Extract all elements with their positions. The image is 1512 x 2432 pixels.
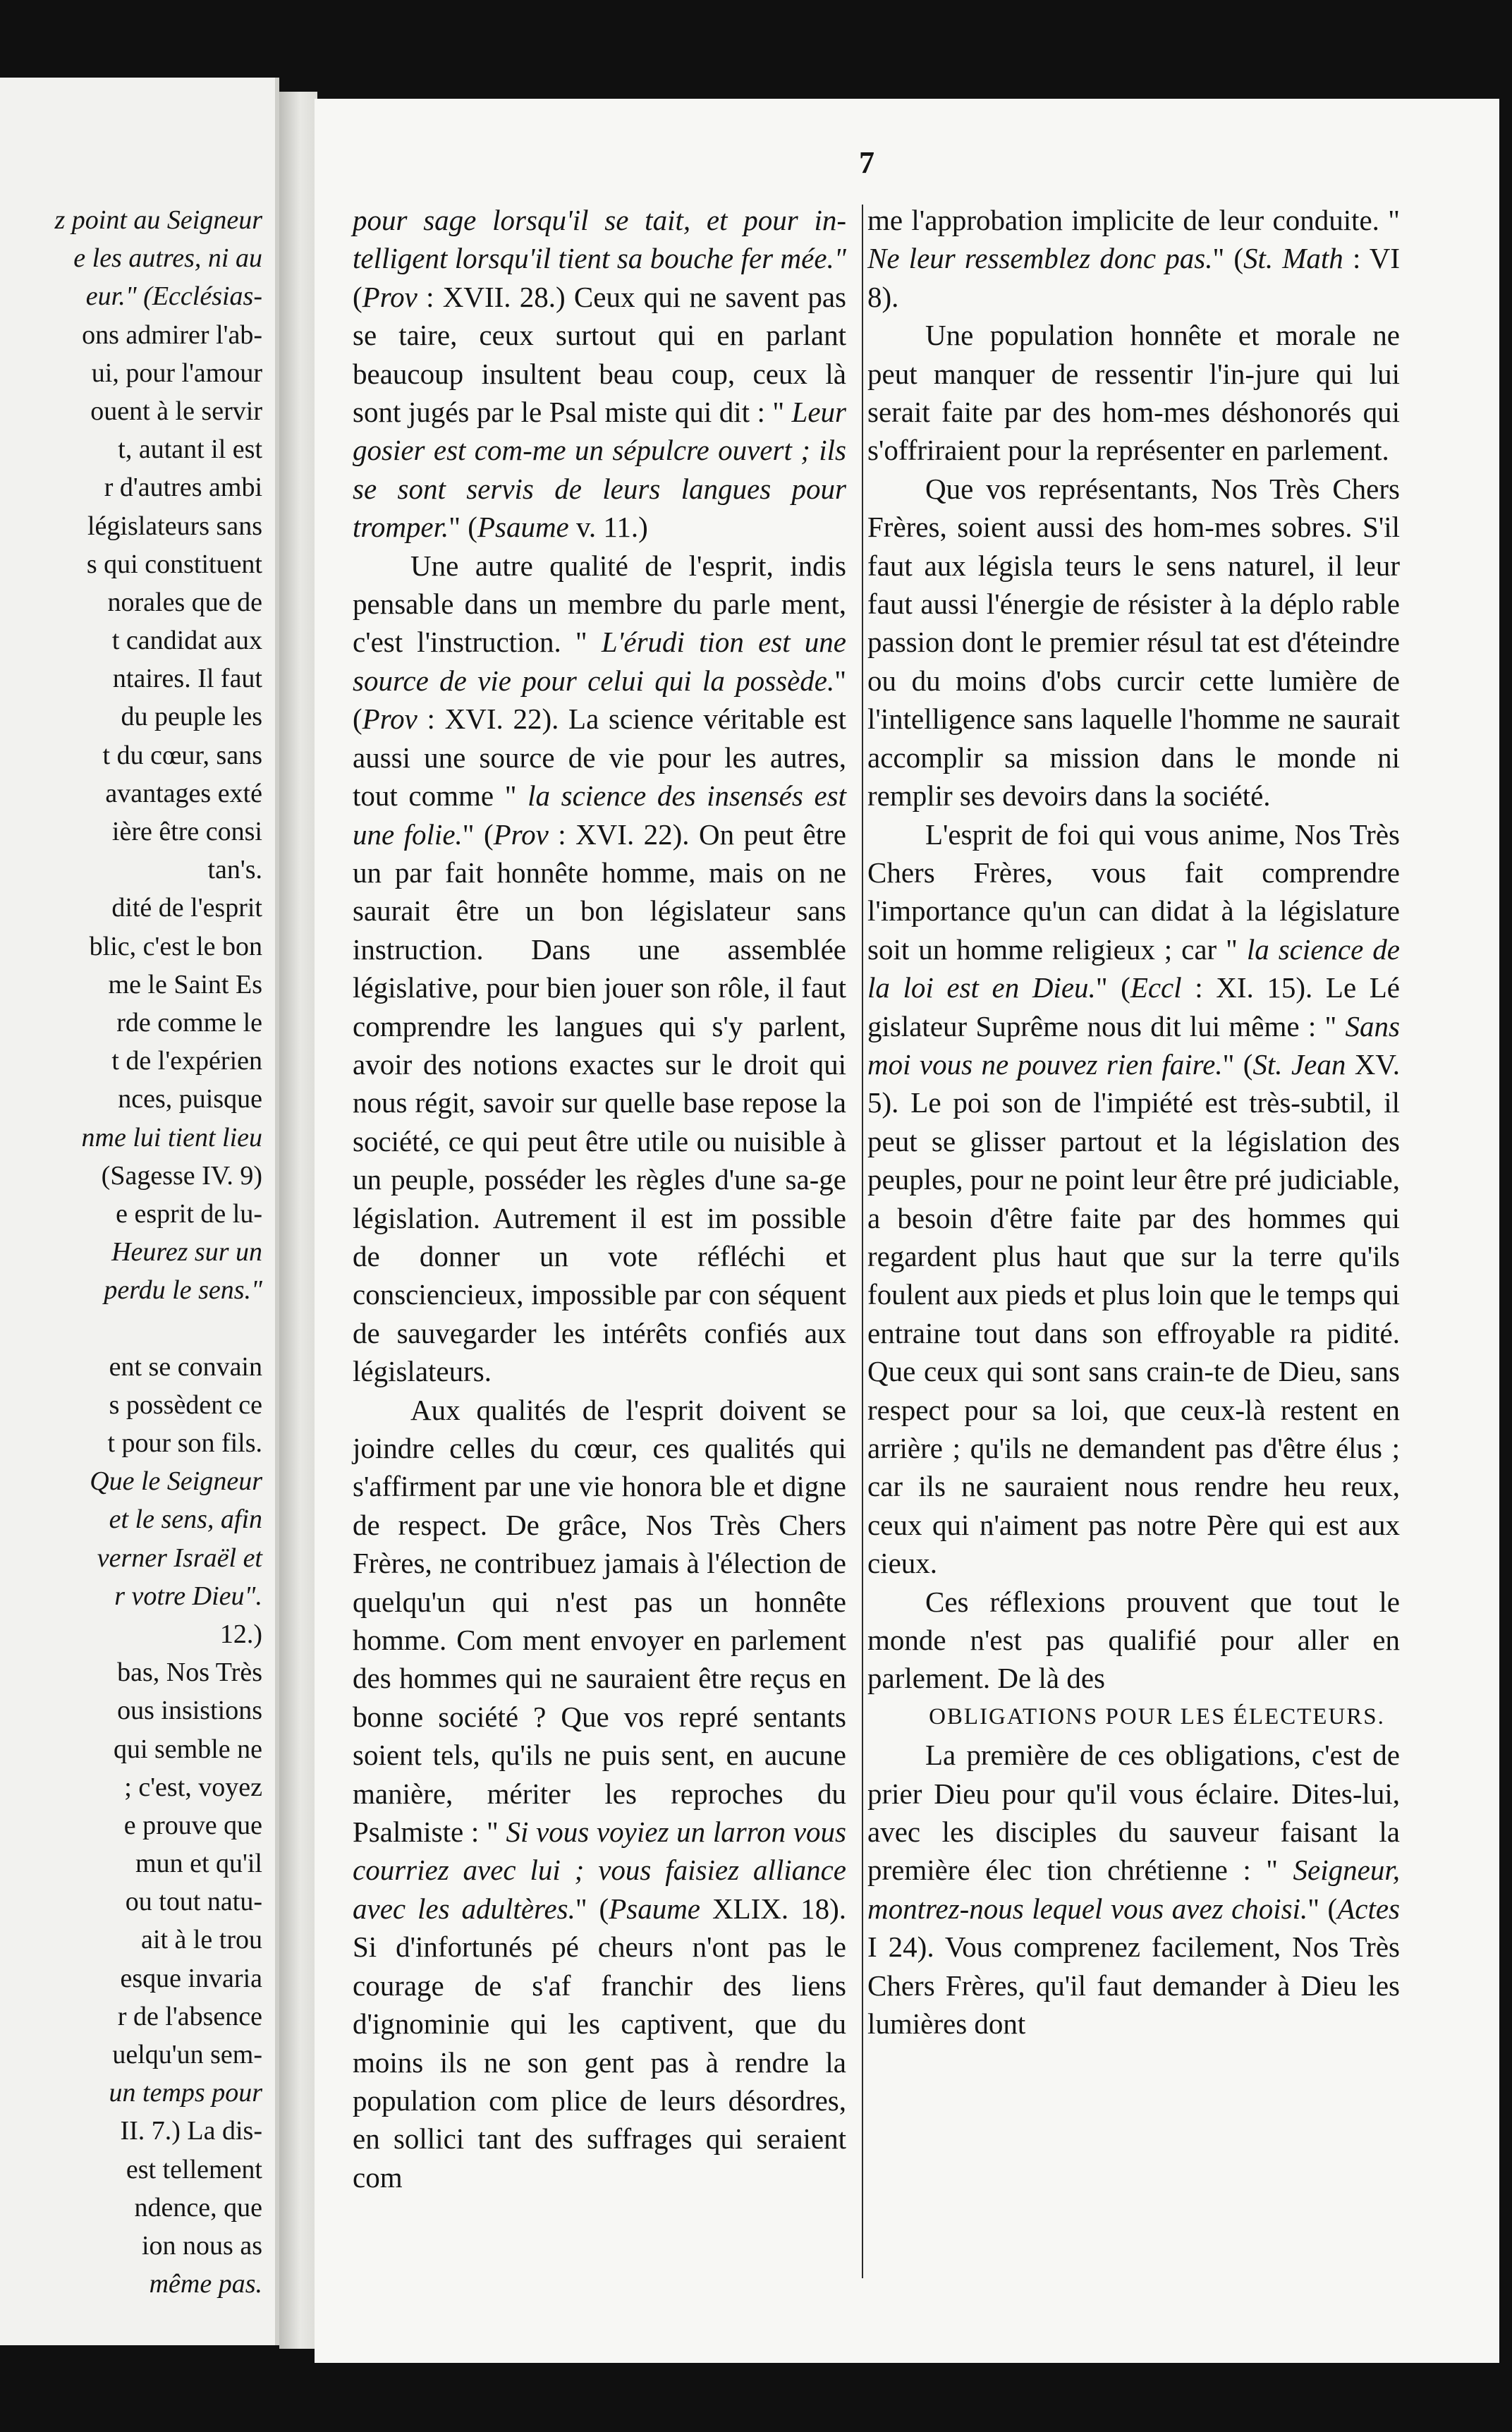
italic-quote: Actes — [1337, 1892, 1400, 1925]
paragraph — [867, 1583, 1400, 1698]
facing-page-line: ière être consi — [111, 817, 262, 846]
paragraph — [353, 201, 846, 547]
text-run: I 24). Vous comprenez facilement, Nos Très Chers Frères, qu'il faut demander à Dieu les lumières dont — [867, 1931, 1400, 2041]
facing-page-line: perdu le sens." — [104, 1275, 262, 1306]
book-gutter — [279, 92, 317, 2349]
facing-page-line: avantages exté — [105, 778, 262, 808]
facing-page-line: s qui constituent — [86, 549, 262, 579]
text-run: : XI. 15). Le Lé gislateur Suprême nous dit lui même : " — [867, 971, 1400, 1042]
facing-page-line: 12.) — [219, 1619, 262, 1649]
text-run: " ( — [1212, 242, 1243, 275]
text-run: XLIX. 18). Si d'infortunés pé cheurs n'ont pas le courage de s'af franchir des liens d'ignominie qui les captivent, que du moins ils ne son gent pas à rendre la population com plice de leurs désordres, en sollici tant des suffrages qui seraient com — [353, 1892, 846, 2194]
text-column-left — [353, 201, 846, 2196]
facing-page-line: un temps pour — [109, 2078, 262, 2108]
facing-page-line: t candidat aux — [111, 626, 262, 656]
facing-page-line: ou tout natu- — [125, 1887, 262, 1917]
italic-quote: Psaume — [609, 1892, 701, 1925]
facing-page-line: ous insistions — [117, 1696, 262, 1726]
paragraph — [353, 547, 846, 1391]
text-run: me l'approbation implicite de leur conduite. " — [867, 204, 1400, 236]
paragraph — [353, 1391, 846, 2197]
facing-page-line: z point au Seigneur — [54, 205, 262, 235]
facing-page-line: ; c'est, voyez — [124, 1772, 262, 1802]
facing-page-line: e prouve que — [123, 1810, 262, 1840]
text-run: : XVI. 22). La science véritable est aussi une source de vie pour les autres, tout comme " — [353, 703, 846, 813]
text-run: Une population honnête et morale ne peut manquer de ressentir l'in-jure qui lui serait faite par des hom-mes déshonorés qui s'offriraient pour la représenter en parlement. — [867, 319, 1400, 467]
paragraph — [867, 815, 1400, 1583]
facing-page-line: nces, puisque — [118, 1084, 262, 1114]
facing-page — [0, 78, 279, 2345]
italic-quote: Seigneur, montrez-nous lequel vous avez choisi. — [867, 1854, 1400, 1925]
paragraph — [867, 201, 1400, 316]
italic-quote: Prov — [362, 280, 417, 313]
facing-page-line: même pas. — [149, 2269, 262, 2299]
text-run: ( — [353, 280, 362, 313]
facing-page-line: tan's. — [207, 855, 262, 885]
facing-page-line: blic, c'est le bon — [89, 931, 262, 961]
facing-page-text — [0, 201, 262, 2303]
facing-page-line: (Sagesse IV. 9) — [101, 1160, 262, 1191]
facing-page-line: ndence, que — [134, 2192, 262, 2223]
facing-page-line: esque invaria — [120, 1963, 262, 1993]
facing-page-line: Heurez sur un — [111, 1237, 262, 1267]
facing-page-line: e les autres, ni au — [73, 243, 262, 274]
facing-page-line: ait à le trou — [141, 1925, 262, 1955]
italic-quote: la science de la loi est en Dieu. — [867, 932, 1400, 1004]
facing-page-line: du peuple les — [121, 702, 262, 732]
facing-page-line: II. 7.) La dis- — [120, 2116, 262, 2146]
italic-quote: la science des insensés est une folie. — [353, 779, 846, 851]
facing-page-line: ion nous as — [142, 2230, 262, 2261]
facing-page-line: dité de l'esprit — [111, 893, 262, 923]
italic-quote: Prov — [362, 703, 417, 736]
italic-quote: Psaume — [477, 511, 569, 544]
italic-quote: L'érudi tion est une source de vie pour celui qui la possède. — [353, 626, 846, 697]
italic-quote: Ne leur ressemblez donc pas. — [867, 242, 1213, 275]
text-run: Que vos représentants, Nos Très Chers Frères, soient aussi des hom-mes sobres. S'il faut aux législa teurs le sens naturel, il leur faut aussi l'énergie de résister à la déplo rable passion dont le premier résul tat est d'éteindre ou du moins d'obs curcir cette lumière de l'intelligence sans laquelle l'homme ne saurait accomplir sa mission dans le monde ni remplir ses devoirs dans la société. — [867, 472, 1400, 813]
text-run: Une autre qualité de l'esprit, indis pensable dans un membre du parle ment, c'est l'instruction. " — [353, 549, 846, 659]
facing-page-line: t du cœur, sans — [102, 740, 262, 770]
facing-page-line: nme lui tient lieu — [81, 1122, 262, 1153]
facing-page-line: ntaires. Il faut — [112, 664, 262, 694]
section-heading: OBLIGATIONS POUR LES ÉLECTEURS. — [929, 1703, 1385, 1729]
facing-page-line: qui semble ne — [113, 1734, 262, 1764]
paragraph — [867, 470, 1400, 815]
paragraph — [867, 1736, 1400, 2043]
text-run: Ces réflexions prouvent que tout le monde n'est pas qualifié pour aller en parlement. De là des — [867, 1585, 1400, 1695]
italic-quote: St. Jean — [1252, 1047, 1346, 1081]
facing-page-line: t, autant il est — [118, 434, 262, 465]
text-run: L'esprit de foi qui vous anime, Nos Très Chers Frères, vous fait comprendre l'importance qu'un can didat à la législature soit un homme religieux ; car " — [867, 817, 1400, 966]
facing-page-line: e esprit de lu- — [116, 1198, 262, 1229]
facing-page-line: uelqu'un sem- — [112, 2040, 262, 2069]
facing-page-line: bas, Nos Très — [117, 1658, 262, 1688]
facing-page-line: est tellement — [126, 2154, 262, 2184]
italic-quote: pour sage lorsqu'il se tait, et pour in-telligent lorsqu'il tient sa bouche fer mée." — [353, 204, 846, 275]
text-run: " ( — [1222, 1047, 1253, 1081]
facing-page-line: ui, pour l'amour — [91, 358, 262, 388]
facing-page-line: r votre Dieu". — [114, 1581, 262, 1611]
text-run: XV. 5). Le poi son de l'impiété est très-subtil, il peut se glisser partout et la législation des peuples, pour ne point leur être pré judiciable, a besoin d'être faite par des hommes qui regardent plus haut que sur la terre qu'ils foulent aux pieds et plus loin que le temps qui entraine tout dans son effroyable ra pidité. Que ceux qui sont sans crain-te de Dieu, sans respect pour sa loi, que ceux-là restent en arrière ; qu'ils ne demandent pas d'être élus ; car ils ne sauraient nous rendre heu reux, ceux qui n'aiment pas notre Père qui est aux cieux. — [867, 1047, 1400, 1580]
text-run: " ( — [575, 1892, 609, 1925]
facing-page-line: norales que de — [107, 587, 262, 617]
italic-quote: Sans moi vous ne pouvez rien faire. — [867, 1009, 1400, 1081]
facing-page-line: me le Saint Es — [108, 969, 262, 999]
italic-quote: Prov — [493, 817, 549, 851]
text-run: " ( — [353, 664, 846, 736]
paragraph — [867, 316, 1400, 470]
facing-page-line: verner Israël et — [97, 1543, 262, 1573]
text-run: La première de ces obligations, c'est de prier Dieu pour qu'il vous éclaire. Dites-lui, avec les disciples du sauveur faisant la première élec tion chrétienne : " — [867, 1739, 1400, 1887]
facing-page-line: et le sens, afin — [109, 1504, 262, 1535]
italic-quote: St. Math — [1243, 242, 1343, 275]
text-run: : VI 8). — [867, 242, 1401, 313]
text-column-right — [867, 201, 1400, 2043]
italic-quote: Si vous voyiez un larron vous courriez avec lui ; vous faisiez alliance avec les adultères. — [353, 1816, 846, 1925]
text-run: : XVII. 28.) Ceux qui ne savent pas se taire, ceux surtout qui en parlant beaucoup insultent beau coup, ceux là sont jugés par le Psal miste qui dit : " — [353, 280, 846, 429]
facing-page-line: t de l'expérien — [111, 1046, 262, 1076]
text-run: v. 11.) — [568, 511, 648, 544]
facing-page-line: ouent à le servir — [90, 396, 262, 426]
facing-page-line: r de l'absence — [117, 2001, 262, 2031]
text-run: : XVI. 22). On peut être un par fait honnête homme, mais on ne saurait être un bon législateur sans instruction. Dans une assemblée législative, pour bien jouer son rôle, il faut comprendre les langues qui s'y parlent, avoir des notions exactes sur le droit qui nous régit, savoir sur quelle base repose la société, ce qui peut être utile ou nuisible à un peuple, posséder les règles d'une sa-ge législation. Autrement il est im possible de donner un vote réfléchi et consciencieux, impossible par con séquent de sauvegarder les intérêts confiés aux législateurs. — [353, 817, 846, 1388]
facing-page-line — [0, 1309, 262, 1347]
page-number: 7 — [859, 145, 874, 180]
facing-page-line: mun et qu'il — [135, 1849, 262, 1879]
italic-quote: Leur gosier est com-me un sépulcre ouvert ; ils se sont servis de leurs langues pour tromper. — [353, 396, 846, 544]
facing-page-line: ent se convain — [109, 1351, 262, 1382]
facing-page-line: rde comme le — [116, 1007, 262, 1038]
facing-page-line: r d'autres ambi — [104, 473, 262, 503]
text-run: " ( — [449, 511, 477, 544]
facing-page-line: t pour son fils. — [107, 1428, 262, 1458]
italic-quote: Eccl — [1130, 971, 1182, 1004]
facing-page-line: ons admirer l'ab- — [82, 320, 262, 350]
text-run: " ( — [462, 817, 494, 851]
text-run: " ( — [1307, 1892, 1338, 1925]
facing-page-line: législateurs sans — [87, 511, 262, 541]
text-run: Aux qualités de l'esprit doivent se joindre celles du cœur, ces qualités qui s'affirment par une vie honora ble et digne de respect. De grâce, Nos Très Chers Frères, ne contribuez jamais à l'élection de quelqu'un qui n'est pas un honnête homme. Com ment envoyer en parlement des hommes qui ne sauraient être reçus en bonne société ? Que vos repré sentants soient tels, qu'ils ne puis sent, en aucune manière, mériter les reproches du Psalmiste : " — [353, 1393, 846, 1849]
text-run: " ( — [1095, 971, 1130, 1004]
facing-page-line: Que le Seigneur — [90, 1466, 262, 1497]
column-divider — [862, 205, 863, 2278]
facing-page-line: eur." (Ecclésias- — [85, 281, 262, 312]
facing-page-line: s possèdent ce — [109, 1390, 262, 1420]
